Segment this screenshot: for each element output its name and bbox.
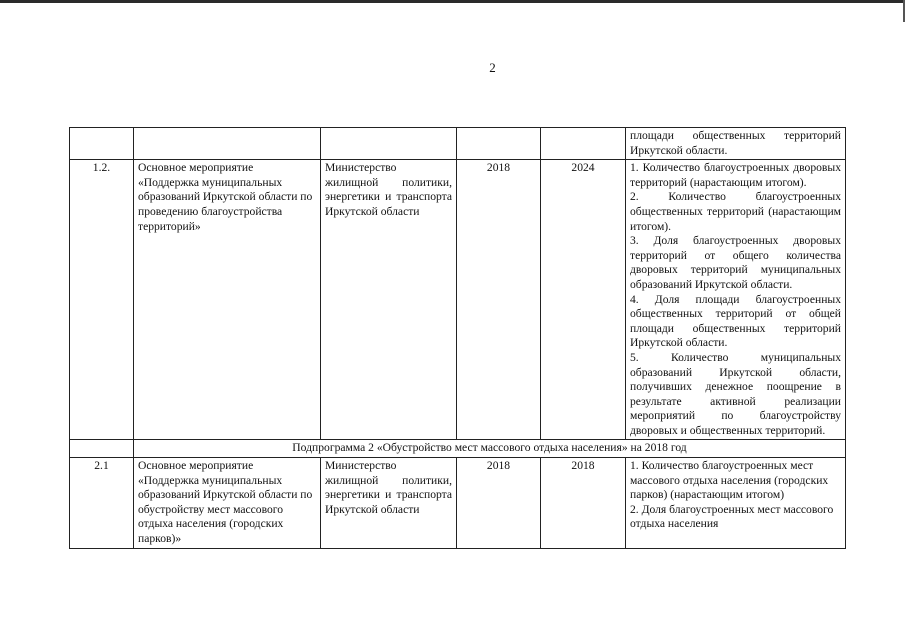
table-row-continuation [70,128,846,160]
cell-start: 2018 [457,458,541,549]
cell-num [70,440,134,458]
cell-num [70,128,134,160]
cell-name: Основное мероприятие «Поддержка муниципальных образований Иркутской области по проведению благоустройства территорий» [134,160,321,440]
indicator-item: 3. Доля благоустроенных дворовых территорий от общего количества дворовых территорий муниципальных образований Иркутской области. [630,234,841,291]
cell-end: 2018 [541,458,626,549]
indicator-item: 2. Количество благоустроенных общественных территорий (нарастающим итогом). [630,190,841,233]
indicator-item: 4. Доля площади благоустроенных общественных территорий от общей площади общественных территорий Иркутской области. [630,292,841,350]
cell-executor: Министерство жилищной политики, энергетики и транспорта Иркутской области [321,160,457,440]
indicator-item: 1. Количество благоустроенных дворовых территорий (нарастающим итогом). [630,161,841,189]
program-table [69,127,846,549]
table-row-2-1 [70,458,846,549]
cell-name [134,128,321,160]
cell-name: Основное мероприятие «Поддержка муниципальных образований Иркутской области по обустройству мест массового отдыха населения (городских парков)» [134,458,321,549]
cell-indicators [626,458,846,549]
indicator-text: площади общественных территорий Иркутской области. [630,129,841,157]
cell-num: 1.2. [70,160,134,440]
scan-edge-top [0,0,905,3]
subprogram-title: Подпрограмма 2 «Обустройство мест массового отдыха населения» на 2018 год [134,440,846,458]
cell-num: 2.1 [70,458,134,549]
cell-indicators [626,160,846,440]
indicator-item: 5. Количество муниципальных образований Иркутской области, получивших денежное поощрение в результате активной реализации мероприятий по благоустройству дворовых и общественных территорий. [630,350,841,437]
indicator-item: 1. Количество благоустроенных мест массового отдыха населения (городских парков) (нарастающим итогом) [630,459,829,502]
cell-start [457,128,541,160]
cell-start: 2018 [457,160,541,440]
indicator-item: 2. Доля благоустроенных мест массового отдыха населения [630,502,834,531]
table-row-1-2 [70,160,846,440]
cell-executor [321,128,457,160]
cell-end [541,128,626,160]
cell-end: 2024 [541,160,626,440]
page-number: 2 [489,60,496,75]
table-row-subprogram [70,440,846,458]
cell-indicators [626,128,846,160]
cell-executor: Министерство жилищной политики, энергетики и транспорта Иркутской области [321,458,457,549]
